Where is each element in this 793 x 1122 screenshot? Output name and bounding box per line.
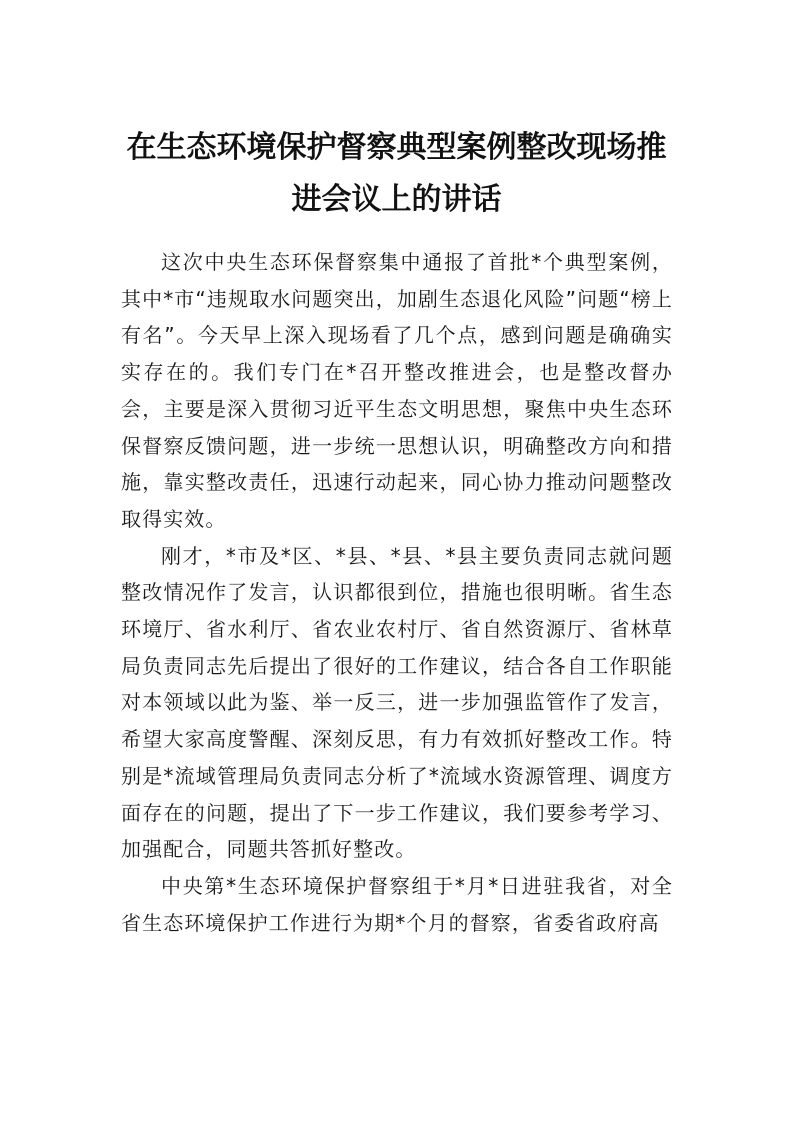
paragraph: 刚才，*市及*区、*县、*县、*县主要负责同志就问题整改情况作了发言，认识都很到位，措施也很明晰。省生态环境厅、省水利厅、省农业农村厅、省自然资源厅、省林草局负责同志先后提出了很好的工作建议，结合各自工作职能对本领域以此为鉴、举一反三，进一步加强监管作了发言，希望大家高度警醒、深刻反思，有力有效抓好整改工作。特别是*流域管理局负责同志分析了*流域水资源管理、调度方面存在的问题，提出了下一步工作建议，我们要参考学习、加强配合，同题共答抓好整改。 bbox=[121, 543, 673, 862]
paragraph: 这次中央生态环保督察集中通报了首批*个典型案例，其中*市“违规取水问题突出，加剧生态退化风险”问题“榜上有名”。今天早上深入现场看了几个点，感到问题是确确实实存在的。我们专门在*召开整改推进会，也是整改督办会，主要是深入贯彻习近平生态文明思想，聚焦中央生态环保督察反馈问题，进一步统一思想认识，明确整改方向和措施，靠实整改责任，迅速行动起来，同心协力推动问题整改取得实效。 bbox=[121, 250, 673, 531]
document-title: 在生态环境保护督察典型案例整改现场推进会议上的讲话 bbox=[126, 130, 667, 217]
document-body bbox=[121, 244, 673, 941]
paragraph: 中央第*生态环境保护督察组于*月*日进驻我省，对全省生态环境保护工作进行为期*个月的督察，省委省政府高 bbox=[121, 873, 673, 935]
